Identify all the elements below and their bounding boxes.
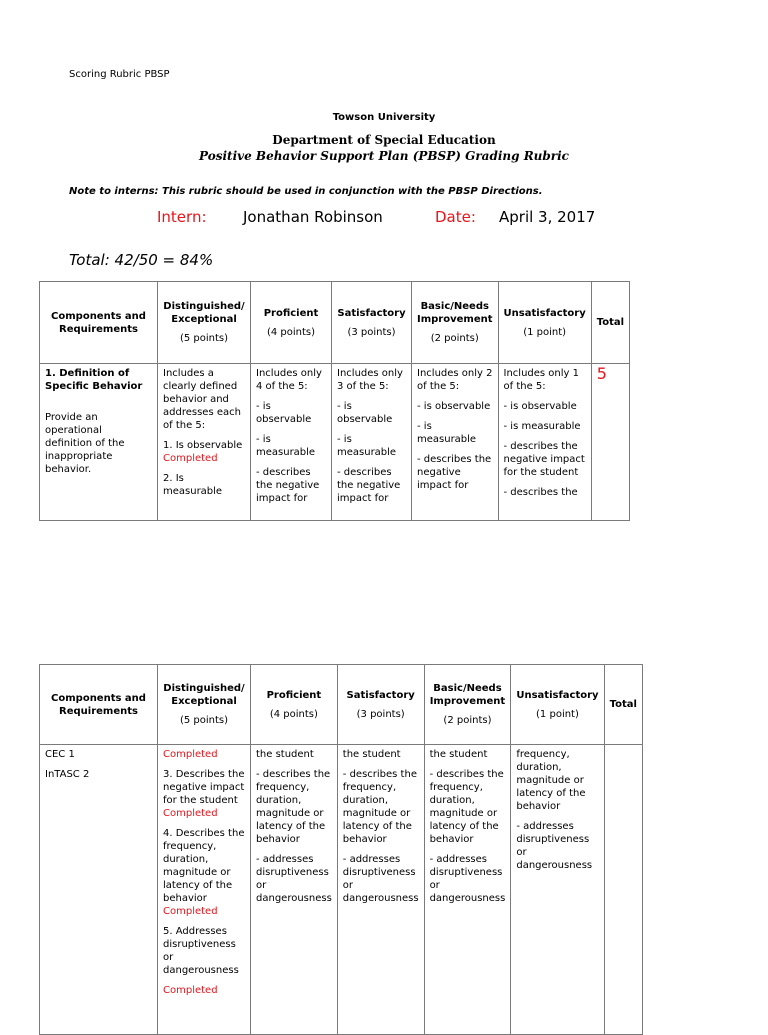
col-header-total: Total (604, 665, 642, 745)
distinguished-cell (158, 745, 251, 1035)
criteria-text: - describes the negative impact for the student (503, 441, 585, 478)
intern-label: Intern: (157, 208, 207, 226)
criteria-item: 5. Addresses disruptiveness or dangerousness (163, 926, 239, 976)
header-row (40, 665, 643, 745)
criteria-text: - is measurable (256, 434, 316, 458)
standard-code: InTASC 2 (45, 769, 90, 780)
total-cell (604, 745, 642, 1035)
criteria-text: - addresses disruptiveness or dangerousness (516, 821, 593, 871)
total-score: Total: 42/50 = 84% (69, 251, 214, 269)
criteria-text: Includes only 2 of the 5: (417, 368, 493, 392)
col-header-proficient: Proficient (4 points) (251, 282, 332, 364)
component-cell (40, 364, 158, 521)
criteria-text: - describes the negative impact for (337, 467, 401, 504)
criteria-text: - is measurable (503, 421, 581, 432)
proficient-cell (251, 745, 338, 1035)
col-header-components: Components and Requirements (40, 665, 158, 745)
rubric-table-2 (39, 664, 643, 1035)
standard-code: CEC 1 (45, 749, 75, 760)
criteria-text: - describes the frequency, duration, magnitude or latency of the behavior (429, 769, 504, 845)
date-label: Date: (435, 208, 476, 226)
criteria-text: frequency, duration, magnitude or latency of the behavior (516, 749, 586, 812)
col-header-satisfactory: Satisfactory (3 points) (337, 665, 424, 745)
unsatisfactory-cell (511, 745, 604, 1035)
col-header-unsatisfactory: Unsatisfactory (1 point) (498, 282, 591, 364)
criteria-text: - describes the frequency, duration, magnitude or latency of the behavior (342, 769, 417, 845)
criteria-text: Includes a clearly defined behavior and addresses each of the 5: (163, 368, 241, 431)
date-value: April 3, 2017 (499, 208, 596, 226)
completed-mark: Completed (163, 453, 218, 464)
criteria-text: the student (429, 749, 488, 760)
component-title: 1. Definition of Specific Behavior (45, 368, 143, 392)
criteria-text: Includes only 4 of the 5: (256, 368, 322, 392)
criteria-text: - describes the frequency, duration, magnitude or latency of the behavior (256, 769, 331, 845)
criteria-text: the student (342, 749, 401, 760)
col-header-basic: Basic/Needs Improvement (2 points) (412, 282, 499, 364)
completed-mark: Completed (163, 985, 218, 996)
basic-cell (412, 364, 499, 521)
criteria-text: Includes only 1 of the 5: (503, 368, 579, 392)
completed-mark: Completed (163, 906, 218, 917)
header-row (40, 282, 630, 364)
table-row (40, 364, 630, 521)
total-cell (591, 364, 629, 521)
criteria-text: - is observable (256, 401, 312, 425)
col-header-distinguished: Distinguished/ Exceptional (5 points) (158, 665, 251, 745)
criteria-text: - is observable (337, 401, 393, 425)
criteria-text: - describes the negative impact for (417, 454, 492, 491)
criteria-text: - addresses disruptiveness or dangerousness (256, 854, 332, 904)
rubric-subtitle: Positive Behavior Support Plan (PBSP) Grading Rubric (199, 149, 569, 163)
col-header-proficient: Proficient (4 points) (251, 665, 338, 745)
proficient-cell (251, 364, 332, 521)
satisfactory-cell (332, 364, 412, 521)
basic-cell (424, 745, 511, 1035)
criteria-text: - is observable (417, 401, 491, 412)
col-header-distinguished: Distinguished/ Exceptional (5 points) (158, 282, 251, 364)
criteria-text: the student (256, 749, 314, 760)
satisfactory-cell (337, 745, 424, 1035)
col-header-components: Components and Requirements (40, 282, 158, 364)
criteria-item: 1. Is observable Completed (163, 440, 243, 464)
criteria-text: - is observable (503, 401, 577, 412)
university-name: Towson University (332, 112, 436, 123)
distinguished-cell (158, 364, 251, 521)
col-header-unsatisfactory: Unsatisfactory (1 point) (511, 665, 604, 745)
criteria-text: - addresses disruptiveness or dangerousness (342, 854, 419, 904)
document-header-label: Scoring Rubric PBSP (69, 69, 170, 80)
table-row (40, 745, 643, 1035)
criteria-item: 4. Describes the frequency, duration, magnitude or latency of the behavior Completed (163, 828, 245, 917)
unsatisfactory-cell (498, 364, 591, 521)
criteria-text: - is measurable (337, 434, 397, 458)
intern-note: Note to interns: This rubric should be used in conjunction with the PBSP Directions. (69, 186, 543, 197)
criteria-text: - is measurable (417, 421, 477, 445)
col-header-satisfactory: Satisfactory (3 points) (332, 282, 412, 364)
criteria-text: - describes the (503, 487, 578, 498)
criteria-item: 3. Describes the negative impact for the student Completed (163, 769, 245, 819)
department-title: Department of Special Education (272, 133, 496, 147)
intern-name: Jonathan Robinson (243, 208, 383, 226)
component-description: Provide an operational definition of the inappropriate behavior. (45, 412, 125, 475)
component-cell (40, 745, 158, 1035)
completed-mark: Completed (163, 808, 218, 819)
col-header-total: Total (591, 282, 629, 364)
col-header-basic: Basic/Needs Improvement (2 points) (424, 665, 511, 745)
rubric-table-1 (39, 281, 630, 521)
row-score: 5 (596, 364, 607, 383)
criteria-text: Includes only 3 of the 5: (337, 368, 403, 392)
criteria-text: - describes the negative impact for (256, 467, 320, 504)
criteria-item: 2. Is measurable (163, 473, 223, 497)
criteria-text: - addresses disruptiveness or dangerousness (429, 854, 506, 904)
completed-mark: Completed (163, 749, 218, 760)
